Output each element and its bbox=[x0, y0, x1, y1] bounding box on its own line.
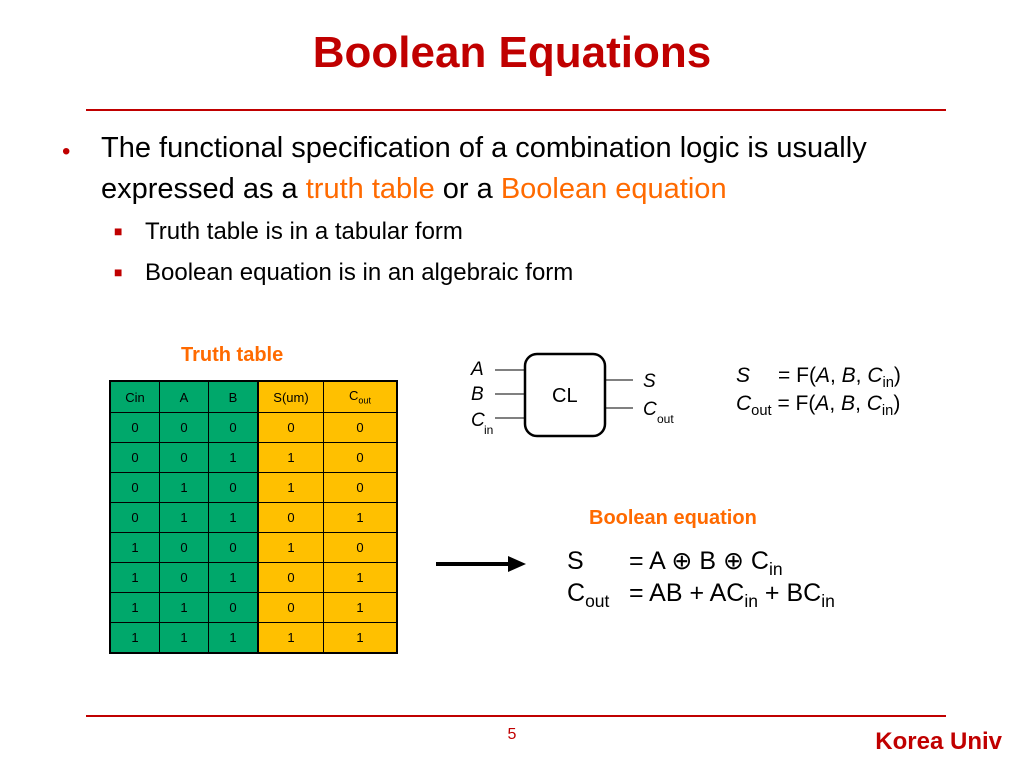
table-cell: 1 bbox=[110, 533, 160, 563]
arrow-icon bbox=[434, 552, 530, 576]
table-header-row bbox=[110, 381, 397, 413]
bullet-text-mid: or a bbox=[434, 173, 501, 205]
table-row bbox=[110, 623, 397, 654]
footer-brand: Korea Univ bbox=[875, 728, 1002, 755]
table-cell: 0 bbox=[324, 473, 398, 503]
output-s-label: S bbox=[643, 371, 656, 392]
table-cell: 1 bbox=[209, 623, 259, 654]
header-cin: Cin bbox=[110, 381, 160, 413]
output-cout-label: C bbox=[643, 399, 657, 420]
table-row bbox=[110, 473, 397, 503]
combinational-logic-diagram bbox=[465, 350, 705, 450]
table-cell: 0 bbox=[209, 533, 259, 563]
block-label: CL bbox=[552, 385, 578, 407]
title-divider bbox=[86, 109, 946, 111]
table-cell: 0 bbox=[209, 593, 259, 623]
truth-table bbox=[109, 380, 398, 654]
table-cell: 0 bbox=[160, 413, 209, 443]
table-cell: 0 bbox=[258, 413, 324, 443]
footer-divider bbox=[86, 715, 946, 717]
table-cell: 0 bbox=[160, 563, 209, 593]
table-cell: 0 bbox=[258, 563, 324, 593]
bullet-text-before: The functional specification of a combination logic is usually expressed as a bbox=[101, 132, 867, 205]
table-cell: 1 bbox=[110, 563, 160, 593]
table-cell: 1 bbox=[324, 593, 398, 623]
table-cell: 0 bbox=[324, 533, 398, 563]
table-cell: 1 bbox=[324, 563, 398, 593]
table-row bbox=[110, 533, 397, 563]
boolean-eq-s: S = A ⊕ B ⊕ $C_{in}$ bbox=[567, 547, 783, 579]
table-cell: 0 bbox=[110, 503, 160, 533]
function-eq-cout: $C_{out} = F(A$, B, $C_{in}$) bbox=[736, 392, 901, 420]
table-row bbox=[110, 443, 397, 473]
function-eq-s: S = F(A, B, $C_{in}$) bbox=[736, 364, 901, 392]
bullet-marker: • bbox=[62, 138, 71, 165]
header-b: B bbox=[209, 381, 259, 413]
table-cell: 1 bbox=[258, 533, 324, 563]
table-row bbox=[110, 563, 397, 593]
sub-bullet-marker: ■ bbox=[114, 264, 123, 280]
table-row bbox=[110, 593, 397, 623]
table-cell: 0 bbox=[209, 413, 259, 443]
highlight-truth-table: truth table bbox=[305, 173, 435, 205]
table-cell: 0 bbox=[160, 443, 209, 473]
table-cell: 1 bbox=[160, 503, 209, 533]
table-cell: 1 bbox=[324, 623, 398, 654]
table-cell: 0 bbox=[110, 443, 160, 473]
table-cell: 0 bbox=[110, 473, 160, 503]
table-cell: 0 bbox=[160, 533, 209, 563]
truth-table-caption: Truth table bbox=[181, 344, 284, 366]
table-cell: 0 bbox=[209, 473, 259, 503]
table-cell: 1 bbox=[209, 443, 259, 473]
table-cell: 1 bbox=[258, 473, 324, 503]
table-cell: 0 bbox=[324, 443, 398, 473]
table-cell: 0 bbox=[258, 593, 324, 623]
table-cell: 0 bbox=[110, 413, 160, 443]
sub-bullet-marker: ■ bbox=[114, 223, 123, 239]
table-cell: 1 bbox=[258, 443, 324, 473]
input-b-label: B bbox=[471, 384, 484, 405]
output-cout-sub: out bbox=[657, 412, 674, 426]
page-number: 5 bbox=[507, 726, 517, 743]
main-bullet-text bbox=[101, 128, 981, 210]
input-a-label: A bbox=[471, 359, 484, 380]
input-cin-sub: in bbox=[484, 423, 494, 437]
table-cell: 0 bbox=[324, 413, 398, 443]
table-cell: 1 bbox=[160, 473, 209, 503]
table-cell: 1 bbox=[258, 623, 324, 654]
boolean-eq-cout: $C_{out}$ = AB + $AC_{in} + BC_{in}$ bbox=[567, 579, 835, 611]
table-cell: 0 bbox=[258, 503, 324, 533]
table-row bbox=[110, 503, 397, 533]
boolean-equation-caption: Boolean equation bbox=[589, 507, 757, 529]
table-cell: 1 bbox=[160, 593, 209, 623]
table-row bbox=[110, 413, 397, 443]
table-cell: 1 bbox=[160, 623, 209, 654]
sub-bullet-2: Boolean equation is in an algebraic form bbox=[145, 259, 574, 286]
table-cell: 1 bbox=[209, 503, 259, 533]
header-a: A bbox=[160, 381, 209, 413]
table-cell: 1 bbox=[209, 563, 259, 593]
header-sum: S(um) bbox=[258, 381, 324, 413]
sub-bullet-1: Truth table is in a tabular form bbox=[145, 218, 463, 245]
table-cell: 1 bbox=[110, 593, 160, 623]
highlight-boolean-equation: Boolean equation bbox=[500, 173, 727, 205]
slide-title: Boolean Equations bbox=[312, 28, 712, 77]
header-cout: $C_{out}$ bbox=[324, 381, 398, 413]
table-cell: 1 bbox=[110, 623, 160, 654]
input-cin-label: C bbox=[471, 410, 485, 431]
table-cell: 1 bbox=[324, 503, 398, 533]
